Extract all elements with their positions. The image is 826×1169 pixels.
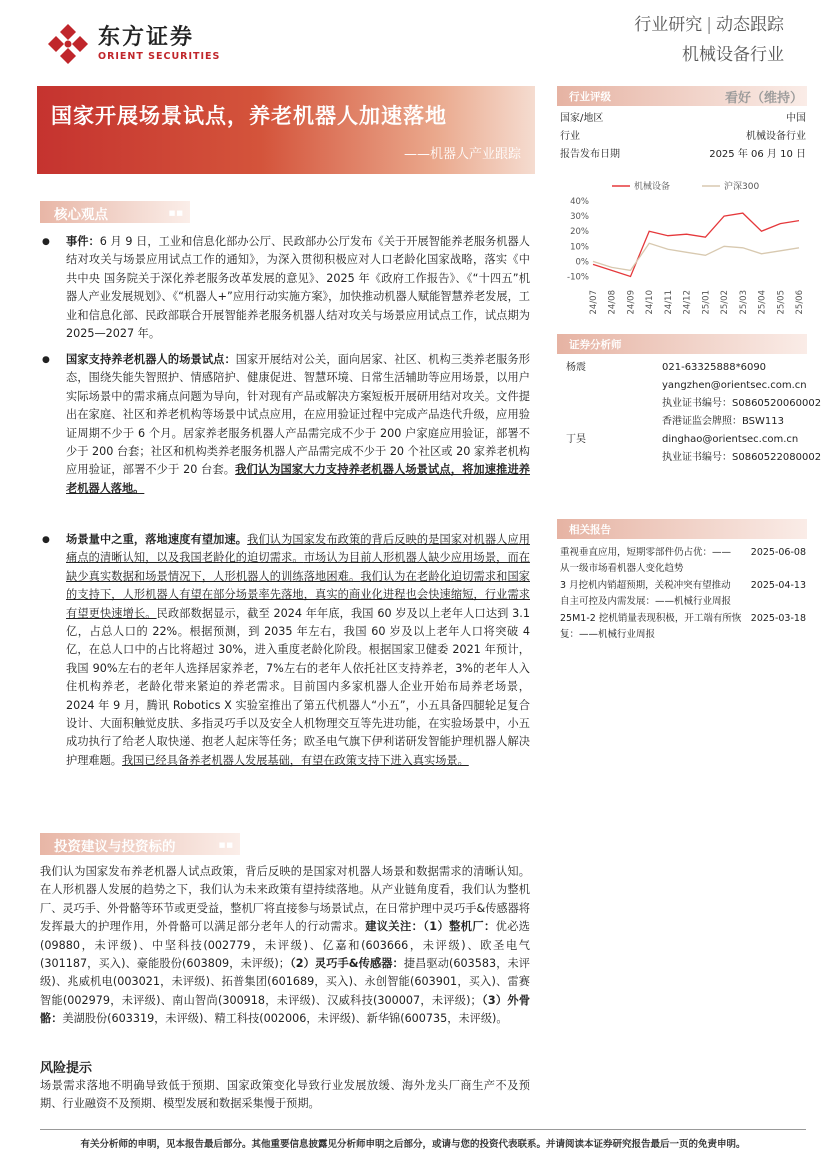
analyst-1-name: 杨震 (566, 362, 586, 373)
analyst-2-cert: 执业证书编号：S0860522080002 (662, 452, 822, 463)
logo-cn: 东方证券 (98, 25, 195, 50)
footer-disclaimer: 有关分析师的申明，见本报告最后部分。其他重要信息披露见分析师申明之后部分，或请与您的投资代表联系。并请阅读本证券研究报告最后一页的免责申明。 (80, 1139, 746, 1150)
related-line: 自主可控及内需发展：——机械行业周报 (560, 595, 732, 607)
x-tick-label: 24/12 (682, 290, 693, 315)
invest-text: 我们认为国家发布养老机器人试点政策，背后反映的是国家对机器人场景和数据需求的清晰认知。在人形机器人发展的趋势之下，我们认为未来政策有望持续落地。从产业链角度看，我们认为整机厂、灵巧手、外骨骼等环节或更受益，整机厂将直接参与场景试点，在日常护理中灵巧手&传感器将发挥最大的护理作用，外骨骼可以满足部分老年人的行动需求。 (40, 865, 530, 934)
bullet-lead: 事件： (66, 235, 100, 248)
related-line: 3 月挖机内销超预期，关税冲突有望推动 (560, 580, 731, 591)
x-tick-label: 25/01 (701, 290, 712, 315)
rating-value: 看好（维持） (724, 91, 803, 106)
related-item[interactable] (560, 578, 806, 609)
decor-dots-icon: ■■ (168, 209, 184, 217)
analyst-label: 证券分析师 (569, 339, 622, 351)
logo-en: ORIENT SECURITIES (98, 51, 221, 62)
x-tick-label: 24/08 (607, 290, 618, 315)
report-type (634, 14, 784, 66)
invest-text: 优必选(09880，未评级)、中坚科技(002779，未评级)、亿嘉和(603666，未评级)、欧圣电气(301187，买入)、豪能股份(603809，未评级)； (40, 920, 530, 971)
related-label: 相关报告 (569, 524, 611, 536)
analyst-1-email[interactable]: yangzhen@orientsec.com.cn (662, 380, 807, 391)
logo-mark-icon (46, 22, 90, 66)
bullet-event (40, 233, 530, 343)
y-tick-label: 20% (570, 227, 589, 238)
performance-chart (557, 176, 807, 326)
report-type-a: 行业研究 (634, 15, 703, 35)
y-tick-label: -10% (567, 272, 589, 283)
related-item[interactable] (560, 545, 806, 576)
related-date: 2025-04-13 (750, 580, 806, 591)
report-title: 国家开展场景试点，养老机器人加速落地 (51, 104, 447, 128)
analyst-1-cert: 执业证书编号：S0860520060002 (662, 398, 822, 409)
risk-text: 场景需求落地不明确导致低于预期、国家政策变化导致行业发展放缓、海外龙头厂商生产不及预期、行业融资不及预期、模型发展和数据采集慢于预期。 (40, 1079, 530, 1111)
y-tick-label: 40% (570, 197, 589, 208)
section-title-invest: 投资建议与投资标的 (54, 839, 176, 855)
row-value: 机械设备行业 (746, 131, 806, 142)
rating-row (560, 110, 806, 128)
decor-dots-icon: ■■ (218, 841, 234, 849)
legend-label: 机械设备 (634, 182, 671, 192)
analyst-1-hk: 香港证监会牌照：BSW113 (662, 416, 785, 427)
analyst-2-name: 丁昊 (566, 434, 586, 445)
x-tick-label: 24/09 (626, 290, 637, 315)
bullet-lead: 国家支持养老机器人的场景试点： (66, 353, 236, 366)
rating-header (557, 86, 807, 106)
row-key: 行业 (560, 131, 580, 142)
bullet-scenario (40, 351, 530, 498)
related-date: 2025-06-08 (750, 547, 806, 558)
analyst-1-phone: 021-63325888*6090 (662, 362, 767, 373)
y-tick-label: 30% (570, 212, 589, 223)
bullet-lead: 场景量中之重，落地速度有望加速。 (66, 533, 248, 546)
bullet-text: 国家开展结对公关，面向居家、社区、机构三类养老服务形态，围绕失能失智照护、情感陪护、健康促进、智慧环境、日常生活辅助等应用场景，以用户实际场景中的需求痛点问题为导向，针对现有产品或解决方案短板开展研用结对攻关。文件提出在家庭、社区和养老机构等场景中试点应用，在应用验证过程中完成产品迭代升级，应用验证周期不少于 6 个月。居家养老服务机器人产品需完成不少于 200 户家庭应用验证，部署不少于 200 台套；社区和机构类养老服务机器人产品需完成不少于 20 个社区或 20 家养老机构应用验证，部署不少于 20 台套。 (66, 353, 530, 477)
company-logo (46, 22, 220, 66)
title-banner (37, 86, 535, 174)
y-tick-label: 0% (575, 257, 589, 268)
x-tick-label: 25/03 (738, 290, 749, 315)
row-value: 2025 年 06 月 10 日 (709, 149, 806, 160)
rating-row (560, 128, 806, 146)
focus-lead: （2）灵巧手&传感器： (289, 957, 404, 971)
related-header (557, 519, 807, 539)
divider: | (706, 15, 712, 35)
related-line: 25M1-2 挖机销量表现积极，开工端有所恢 (560, 613, 742, 624)
rating-row (560, 146, 806, 164)
analyst-header (557, 334, 807, 354)
bullet-speed (40, 531, 530, 770)
bullet-conclusion: 我们认为国家大力支持养老机器人场景试点，将加速推进养老机器人落地。 (66, 463, 530, 495)
x-tick-label: 24/11 (663, 290, 674, 315)
bullet-text: 市场认为目前人形机器人缺少应用场景，而在缺少真实数据和场景情况下，人形机器人的训练落地困难。 (66, 551, 530, 583)
report-subtitle: ——机器人产业跟踪 (403, 147, 521, 162)
y-tick-label: 10% (570, 242, 589, 253)
x-tick-label: 25/06 (795, 290, 805, 315)
legend-label: 沪深300 (724, 182, 760, 192)
row-key: 国家/地区 (560, 113, 604, 124)
bullet-underline: 我们认为在老龄化迫切需求和国家的支持下，人形机器人有望在部分场景率先落地，真实的商业化进程也会快速缩短，行业需求有望更快速增长。 (66, 569, 530, 620)
related-line: 从一级市场看机器人变化趋势 (560, 562, 684, 574)
x-tick-label: 25/04 (757, 290, 768, 315)
related-line: 重视垂直应用，短期零部件仍占优：—— (560, 547, 732, 558)
x-tick-label: 24/07 (589, 290, 599, 315)
section-title-core: 核心观点 (54, 207, 108, 223)
related-line: 复：——机械行业周报 (560, 628, 656, 640)
section-header-invest (40, 833, 240, 855)
footer-divider (40, 1129, 806, 1130)
bullet-underline: 我们认为国家发布政策的背后反映的是国家对机器人应用痛点的清晰认知，以及我国老龄化的迫切需求。 (66, 533, 530, 565)
x-tick-label: 25/02 (720, 290, 731, 315)
section-header-core (40, 201, 190, 223)
row-value: 中国 (786, 113, 806, 124)
series-line (593, 213, 799, 276)
risk-title: 风险提示 (40, 1061, 93, 1076)
x-tick-label: 25/05 (776, 290, 787, 315)
rating-label: 行业评级 (569, 91, 611, 103)
report-industry: 机械设备行业 (682, 45, 784, 65)
invest-paragraph (40, 863, 530, 1029)
bullet-text: 民政部数据显示，截至 2024 年年底，我国 60 岁及以上老年人口达到 3.1 亿，占总人口的 22%。根据预测，到 2035 年左右，我国 60 岁及以上老年人口将突破 4 亿，在总人口中的占比将超过 30%，进入重度老龄化阶段。根据国家卫健委 2021 年预计，我国 90%左右的老年人选择居家养老，7%左右的老年人依托社区支持养老，3%的老年人入住机构养老，老龄化带来紧迫的养老需求。目前国内多家机器人企业开始布局养老场景，2024 年 9 月，腾讯 Robotics X 实验室推出了第五代机器人“小五”，小五具备四腿轮足复合设计、大面积触觉皮肤、多指灵巧手以及安全人机物理交互等先进功能，在实验场景中，小五成功执行了给老人取快递、抱老人起床等任务；欧圣电气旗下伊利诺研发智能护理机器人解决护理难题。 (66, 606, 530, 767)
related-date: 2025-03-18 (750, 613, 806, 624)
row-key: 报告发布日期 (560, 149, 620, 160)
x-tick-label: 24/10 (645, 290, 656, 315)
report-type-b: 动态跟踪 (716, 15, 784, 35)
focus-lead: 建议关注：（1）整机厂： (365, 920, 496, 934)
focus-lead: （3）外骨骼： (40, 993, 531, 1026)
invest-text: 美湖股份(603319，未评级)、精工科技(002006，未评级)、新华锦(600735，未评级)。 (62, 1012, 508, 1026)
series-line (593, 243, 799, 270)
invest-text: 捷昌驱动(603583，未评级)、兆威机电(003021，未评级)、拓普集团(601689，买入)、永创智能(603901，买入)、雷赛智能(002979，未评级)、南山智尚(300918，未评级)、汉威科技(300007，未评级)； (40, 957, 530, 1007)
related-item[interactable] (560, 611, 806, 642)
analyst-2-email[interactable]: dinghao@orientsec.com.cn (662, 434, 799, 445)
bullet-text: 6 月 9 日，工业和信息化部办公厅、民政部办公厅发布《关于开展智能养老服务机器人结对攻关与场景应用试点工作的通知》，为深入贯彻积极应对人口老龄化国家战略，落实《中共中央 国务院关于深化养老服务改革发展的意见》、2025 年《政府工作报告》、《“十四五”机器人产业发展规划》、《“机器人+”应用行动实施方案》，加快推动机器人赋能智慧养老发展，工业和信息化部、民政部联合开展智能养老服务机器人结对攻关与场景应用试点工作，试点期为 2025—2027 年。 (66, 235, 530, 341)
bullet-underline: 我国已经具备养老机器人发展基础，有望在政策支持下进入真实场景。 (121, 753, 469, 767)
